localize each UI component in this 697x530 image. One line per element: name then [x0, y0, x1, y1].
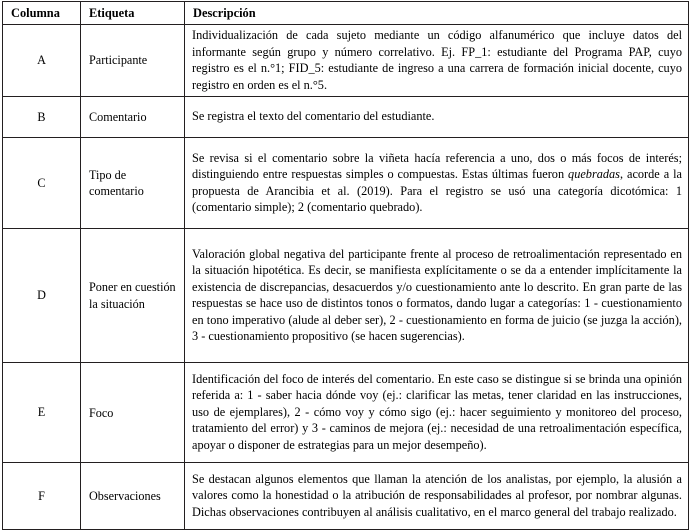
column-header-descripcion: Descripción [185, 2, 689, 25]
cell-description [185, 463, 689, 530]
table-row [3, 97, 689, 138]
cell-label: Poner en cuestión la situación [81, 229, 185, 363]
cell-label: Participante [81, 25, 185, 97]
cell-description [185, 229, 689, 363]
cell-column-letter: E [3, 363, 81, 463]
cell-label: Observaciones [81, 463, 185, 530]
table-row [3, 463, 689, 530]
description-text-italic: quebradas [568, 167, 620, 182]
description-text-pre: Individualización de cada sujeto mediante un código alfanumérico que incluye datos del informante según grupo y número correlativo. Ej. FP_1: estudiante del Programa PAP, cuyo registro es el n.°1; FID_5: estudiante de ingreso a una carrera de formación inicial docente, cuyo registro en orden es el n.°5. [192, 28, 682, 92]
table-header-row [3, 2, 689, 25]
document-page [0, 1, 697, 525]
description-text-pre: Se revisa si el comentario sobre la viñeta hacía referencia a uno, dos o más focos de interés; distinguiendo entre respuestas simples o compuestas. Estas últimas fueron [192, 150, 682, 182]
cell-description [185, 25, 689, 97]
cell-label: Foco [81, 363, 185, 463]
description-text-pre: Se registra el texto del comentario del estudiante. [192, 109, 435, 124]
cell-description [185, 363, 689, 463]
cell-column-letter: D [3, 229, 81, 363]
table-row [3, 25, 689, 97]
cell-column-letter: B [3, 97, 81, 138]
table-row [3, 229, 689, 363]
description-text-pre: Valoración global negativa del participante frente al proceso de retroalimentación representado en la situación hipotética. Es decir, se manifiesta explícitamente o se da a entender implícitamente la existencia de discrepancias, desacuerdos y/o cuestionamiento ante lo descrito. En gran parte de las respuestas se hace uso de distintos tonos o formatos, dando lugar a categorías: 1 - cuestionamiento en tono imperativo (alude al deber ser), 2 - cuestionamiento en forma de juicio (se juzga la acción), 3 - cuestionamiento propositivo (se hacen sugerencias). [192, 246, 682, 344]
table-row [3, 363, 689, 463]
cell-description [185, 138, 689, 229]
cell-column-letter: A [3, 25, 81, 97]
cell-label: Tipo de comentario [81, 138, 185, 229]
table-header [3, 2, 689, 25]
description-text-post: , acorde a la propuesta de Arancibia et al. (2019). Para el registro se usó una categoría dicotómica: 1 (comentario simple); 2 (comentario quebrado). [192, 167, 682, 215]
table-row [3, 138, 689, 229]
column-header-columna: Columna [3, 2, 81, 25]
codebook-table [2, 1, 689, 530]
description-text-pre: Se destacan algunos elementos que llaman la atención de los analistas, por ejemplo, la alusión a valores como la honestidad o la atribución de responsabilidades al profesor, por nombrar algunas. Dichas observaciones contribuyen al análisis cualitativo, en el marco general del trabajo realizado. [192, 471, 682, 519]
column-header-etiqueta: Etiqueta [81, 2, 185, 25]
cell-column-letter: F [3, 463, 81, 530]
cell-column-letter: C [3, 138, 81, 229]
cell-description [185, 97, 689, 138]
table-body [3, 25, 689, 530]
description-text-pre: Identificación del foco de interés del comentario. En este caso se distingue si se brinda una opinión referida a: 1 - saber hacia dónde voy (ej.: clarificar las metas, tener claridad en las instrucciones, uso de ejemplares), 2 - cómo voy y cómo sigo (ej.: hacer seguimiento y monitoreo del proceso, tratamiento del error) y 3 - caminos de mejora (ej.: necesidad de una retroalimentación específica, apoyar o disponer de estrategias para un mejor desempeño). [192, 371, 682, 452]
cell-label: Comentario [81, 97, 185, 138]
